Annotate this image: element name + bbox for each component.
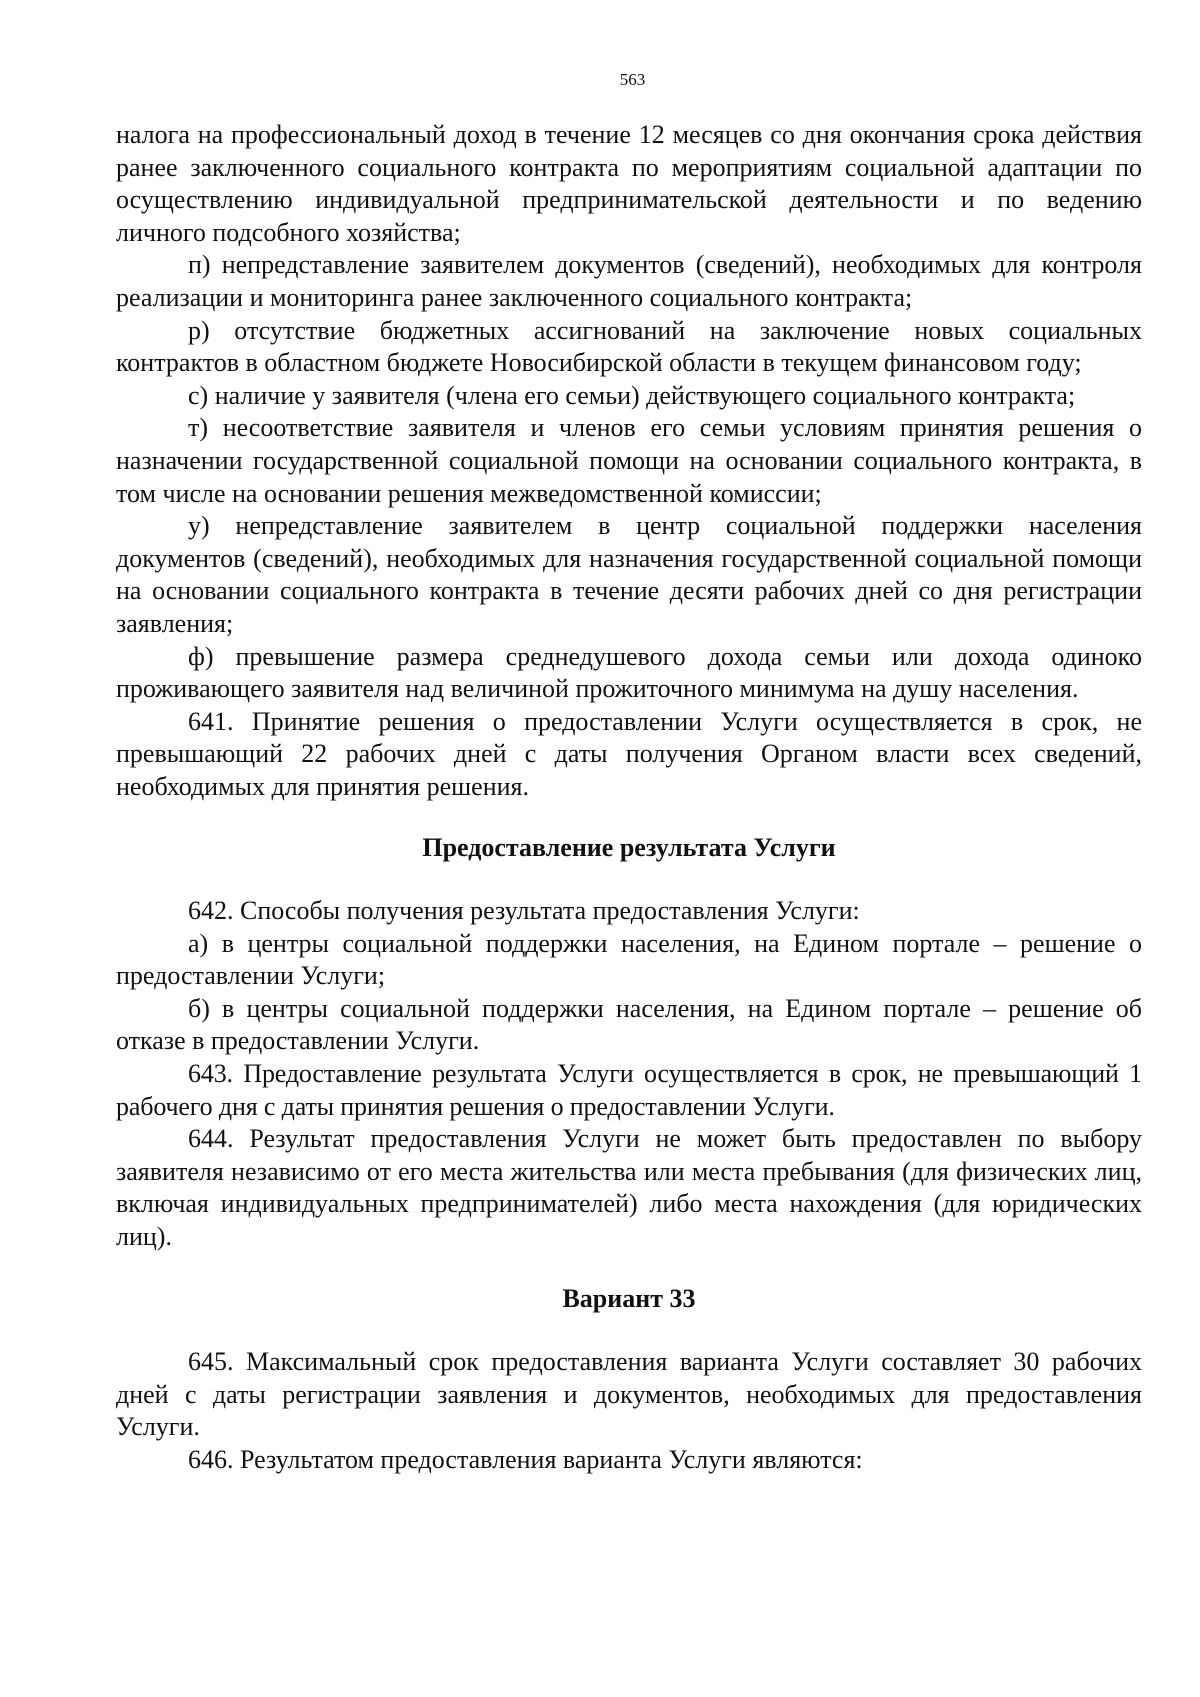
paragraph-644: 644. Результат предоставления Услуги не может быть предоставлен по выбору заявителя независимо от его места жительства или места пребывания (для физических лиц, включая индивидуальных предпринимателей) либо места нахождения (для юридических лиц). [116,1124,1142,1251]
paragraph-item-f: ф) превышение размера среднедушевого дохода семьи или дохода одиноко проживающего заявителя над величиной прожиточного минимума на душу населения. [116,641,1142,704]
paragraph-643: 643. Предоставление результата Услуги осуществляется в срок, не превышающий 1 рабочего дня с даты принятия решения о предоставлении Услуги. [116,1059,1142,1121]
section-heading-result: Предоставление результата Услуги [422,833,836,863]
paragraph-item-b: б) в центры социальной поддержки населения, на Едином портале – решение об отказе в предоставлении Услуги. [116,993,1142,1056]
section-heading-variant-33: Вариант 33 [562,1283,696,1313]
paragraph-item-u: у) непредставление заявителем в центр социальной поддержки населения документов (сведений), необходимых для назначения государственной социальной помощи на основании социального контракта в течение десяти рабочих дней со дня регистрации заявления; [116,511,1142,638]
document-body [116,119,1142,1477]
page-number: 563 [619,70,646,89]
paragraph-item-r: р) отсутствие бюджетных ассигнований на заключение новых социальных контрактов в областном бюджете Новосибирской области в текущем финансовом году; [116,315,1142,378]
paragraph-646: 646. Результатом предоставления варианта Услуги являются: [188,1444,863,1474]
paragraph-item-t: т) несоответствие заявителя и членов его семьи условиям принятия решения о назначении государственной социальной помощи на основании социального контракта, в том числе на основании решения межведомственной комиссии; [116,413,1142,508]
paragraph-642: 642. Способы получения результата предоставления Услуги: [188,896,860,926]
paragraph-item-p: п) непредставление заявителем документов (сведений), необходимых для контроля реализации и мониторинга ранее заключенного социального контракта; [116,250,1142,312]
paragraph-item-s: с) наличие у заявителя (члена его семьи) действующего социального контракта; [188,380,1076,410]
paragraph-641: 641. Принятие решения о предоставлении Услуги осуществляется в срок, не превышающий 22 рабочих дней с даты получения Органом власти всех сведений, необходимых для принятия решения. [116,706,1142,801]
paragraph-645: 645. Максимальный срок предоставления варианта Услуги составляет 30 рабочих дней с даты регистрации заявления и документов, необходимых для предоставления Услуги. [116,1347,1142,1442]
paragraph-continuation: налога на профессиональный доход в течение 12 месяцев со дня окончания срока действия ранее заключенного социального контракта по мероприятиям социальной адаптации по осуществлению индивидуальной предпринимательской деятельности и по ведению личного подсобного хозяйства; [116,120,1142,247]
paragraph-item-a: а) в центры социальной поддержки населения, на Едином портале – решение о предоставлении Услуги; [116,928,1142,991]
